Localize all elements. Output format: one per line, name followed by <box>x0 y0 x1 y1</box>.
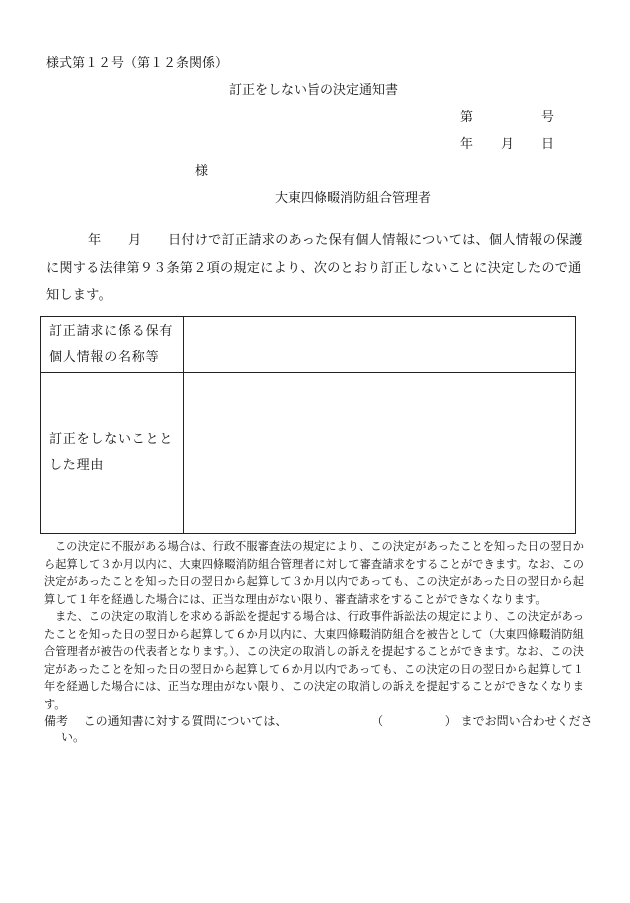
body-line-1: 日付けで訂正請求のあった保有個人情報については、個人情報の保護 <box>168 233 583 248</box>
remark <box>44 713 593 745</box>
row2-value-cell[interactable] <box>184 373 575 533</box>
addressee-suffix: 様 <box>195 164 209 179</box>
remark-tail-1: までお問い合わせくださ <box>460 714 593 728</box>
appeal-notes <box>44 538 584 713</box>
body-line-2: に関する法律第９３条第２項の規定により、次のとおり訂正しないことに決定したので通 <box>46 261 582 276</box>
body-month: 月 <box>128 233 142 248</box>
date-year: 年 <box>460 137 474 152</box>
body-line-3: 知します。 <box>46 288 112 303</box>
row1-label <box>49 319 173 371</box>
appeal-note-1: この決定に不服がある場合は、行政不服審査法の規定により、この決定があったことを知った日の翌日から起算して３か月以内に、大東四條畷消防組合管理者に対して審査請求をすることができます。なお、この決定があったことを知った日の翌日から起算して３か月以内であっても、この決定があった日の翌日から起算して１年を経過した場合には、正当な理由がない限り、審査請求をすることができなくなります。 <box>44 540 584 606</box>
remark-label: 備考 <box>44 714 69 728</box>
row2-label <box>49 427 173 479</box>
decision-table <box>40 316 576 534</box>
date-day: 日 <box>541 137 555 152</box>
remark-open-paren: （ <box>371 714 384 728</box>
body-year: 年 <box>88 233 102 248</box>
date-month: 月 <box>501 137 515 152</box>
doc-number-suffix: 号 <box>541 110 555 125</box>
row2-label-line1: 訂正をしないことと <box>49 432 174 447</box>
remark-tail-2: い。 <box>61 730 86 744</box>
doc-number-prefix: 第 <box>460 110 474 125</box>
row1-value-cell[interactable] <box>184 317 575 372</box>
remark-text: この通知書に対する質問については、 <box>83 714 288 728</box>
form-number: 様式第１２号（第１２条関係） <box>46 56 229 71</box>
document-title: 訂正をしない旨の決定通知書 <box>229 83 399 98</box>
appeal-note-2: また、この決定の取消しを求める訴訟を提起する場合は、行政事件訴訟法の規定により、この決定があったことを知った日の翌日から起算して６か月以内に、大東四條畷消防組合を被告として（大東四條畷消防組合管理者が被告の代表者となります。）、この決定の取消しの訴えを提起することができます。なお、この決定があったことを知った日の翌日から起算して６か月以内であっても、この決定の日の翌日から起算して１年を経過した場合には、正当な理由がない限り、この決定の取消しの訴えを提起することができなくなります。 <box>44 610 584 711</box>
issuer-name: 大東四條畷消防組合管理者 <box>275 191 432 206</box>
row1-label-line2: 個人情報の名称等 <box>49 350 160 365</box>
row2-label-line2: した理由 <box>49 458 105 473</box>
row1-label-line1: 訂正請求に係る保有 <box>49 324 174 339</box>
remark-close-paren: ） <box>444 714 457 728</box>
